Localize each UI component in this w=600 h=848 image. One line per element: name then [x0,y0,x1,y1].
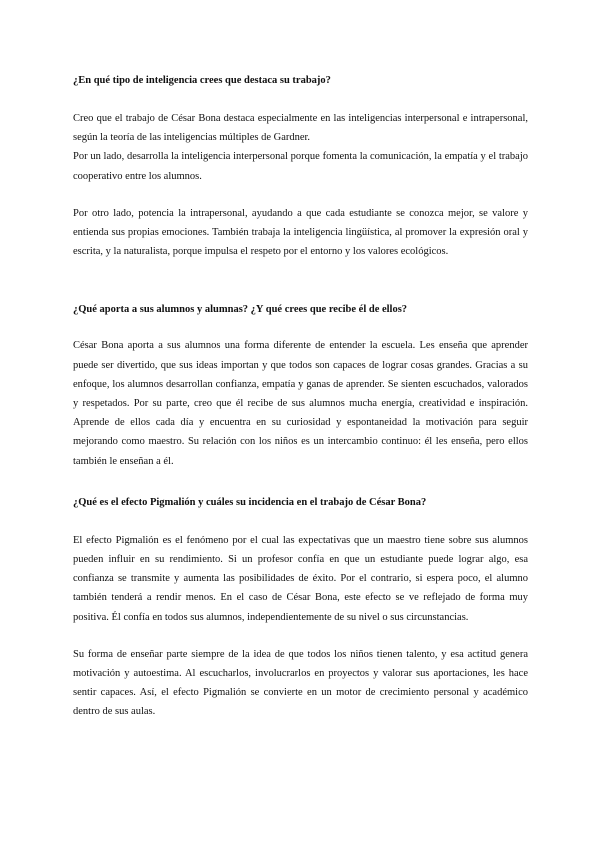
question-heading-1: ¿En qué tipo de inteligencia crees que destaca su trabajo? [73,75,331,86]
document-body [73,72,528,722]
answer-paragraph-1-2: Por un lado, desarrolla la inteligencia interpersonal porque fomenta la comunicación, la empatía y el trabajo cooperativo entre los alumnos. [73,151,528,182]
question-heading-2: ¿Qué aporta a sus alumnos y alumnas? ¿Y qué crees que recibe él de ellos? [73,304,408,316]
question-heading-3: ¿Qué es el efecto Pigmalión y cuáles su incidencia en el trabajo de César Bona? [73,496,427,508]
answer-paragraph-3-1: El efecto Pigmalión es el fenómeno por el cual las expectativas que un maestro tiene sobre sus alumnos pueden influir en su rendimiento. Si un profesor confía en que un estudiante puede lograr algo, esa confianza se transmite y aumenta las posibilidades de éxito. Por el contrario, si espera poco, el alumno también tenderá a rendir menos. En el caso de César Bona, este efecto se ve reflejado de forma muy positiva. Él confía en todos sus alumnos, independientemente de su nivel o sus circunstancias. [73,534,528,623]
answer-paragraph-2-1: César Bona aporta a sus alumnos una forma diferente de entender la escuela. Les enseña que aprender puede ser divertido, que sus ideas importan y que todos son capaces de lograr cosas grandes. Gracias a su enfoque, los alumnos desarrollan confianza, empatía y ganas de aprender. Se sienten escuchados, valorados y respetados. Por su parte, creo que él recibe de sus alumnos mucha energía, creatividad e inspiración. Aprende de ellos cada día y encuentra en su curiosidad y espontaneidad la motivación para seguir mejorando como maestro. Su relación con los niños es un intercambio continuo: él les enseña, pero ellos también le enseñan a él. [73,340,528,467]
answer-paragraph-1-3: Por otro lado, potencia la intrapersonal, ayudando a que cada estudiante se conozca mejor, se valore y entienda sus propias emociones. También trabaja la inteligencia lingüística, al promover la expresión oral y escrita, y la naturalista, porque impulsa el respeto por el entorno y los valores ecológicos. [73,207,528,258]
answer-paragraph-1-1: Creo que el trabajo de César Bona destaca especialmente en las inteligencias interpersonal e intrapersonal, según la teoría de las inteligencias múltiples de Gardner. [73,113,528,144]
answer-paragraph-3-2: Su forma de enseñar parte siempre de la idea de que todos los niños tienen talento, y esa actitud genera motivación y autoestima. Al escucharlos, involucrarlos en proyectos y valorar sus aportaciones, les hace sentir capaces. Así, el efecto Pigmalión se convierte en un motor de crecimiento personal y académico dentro de sus aulas. [73,648,528,718]
